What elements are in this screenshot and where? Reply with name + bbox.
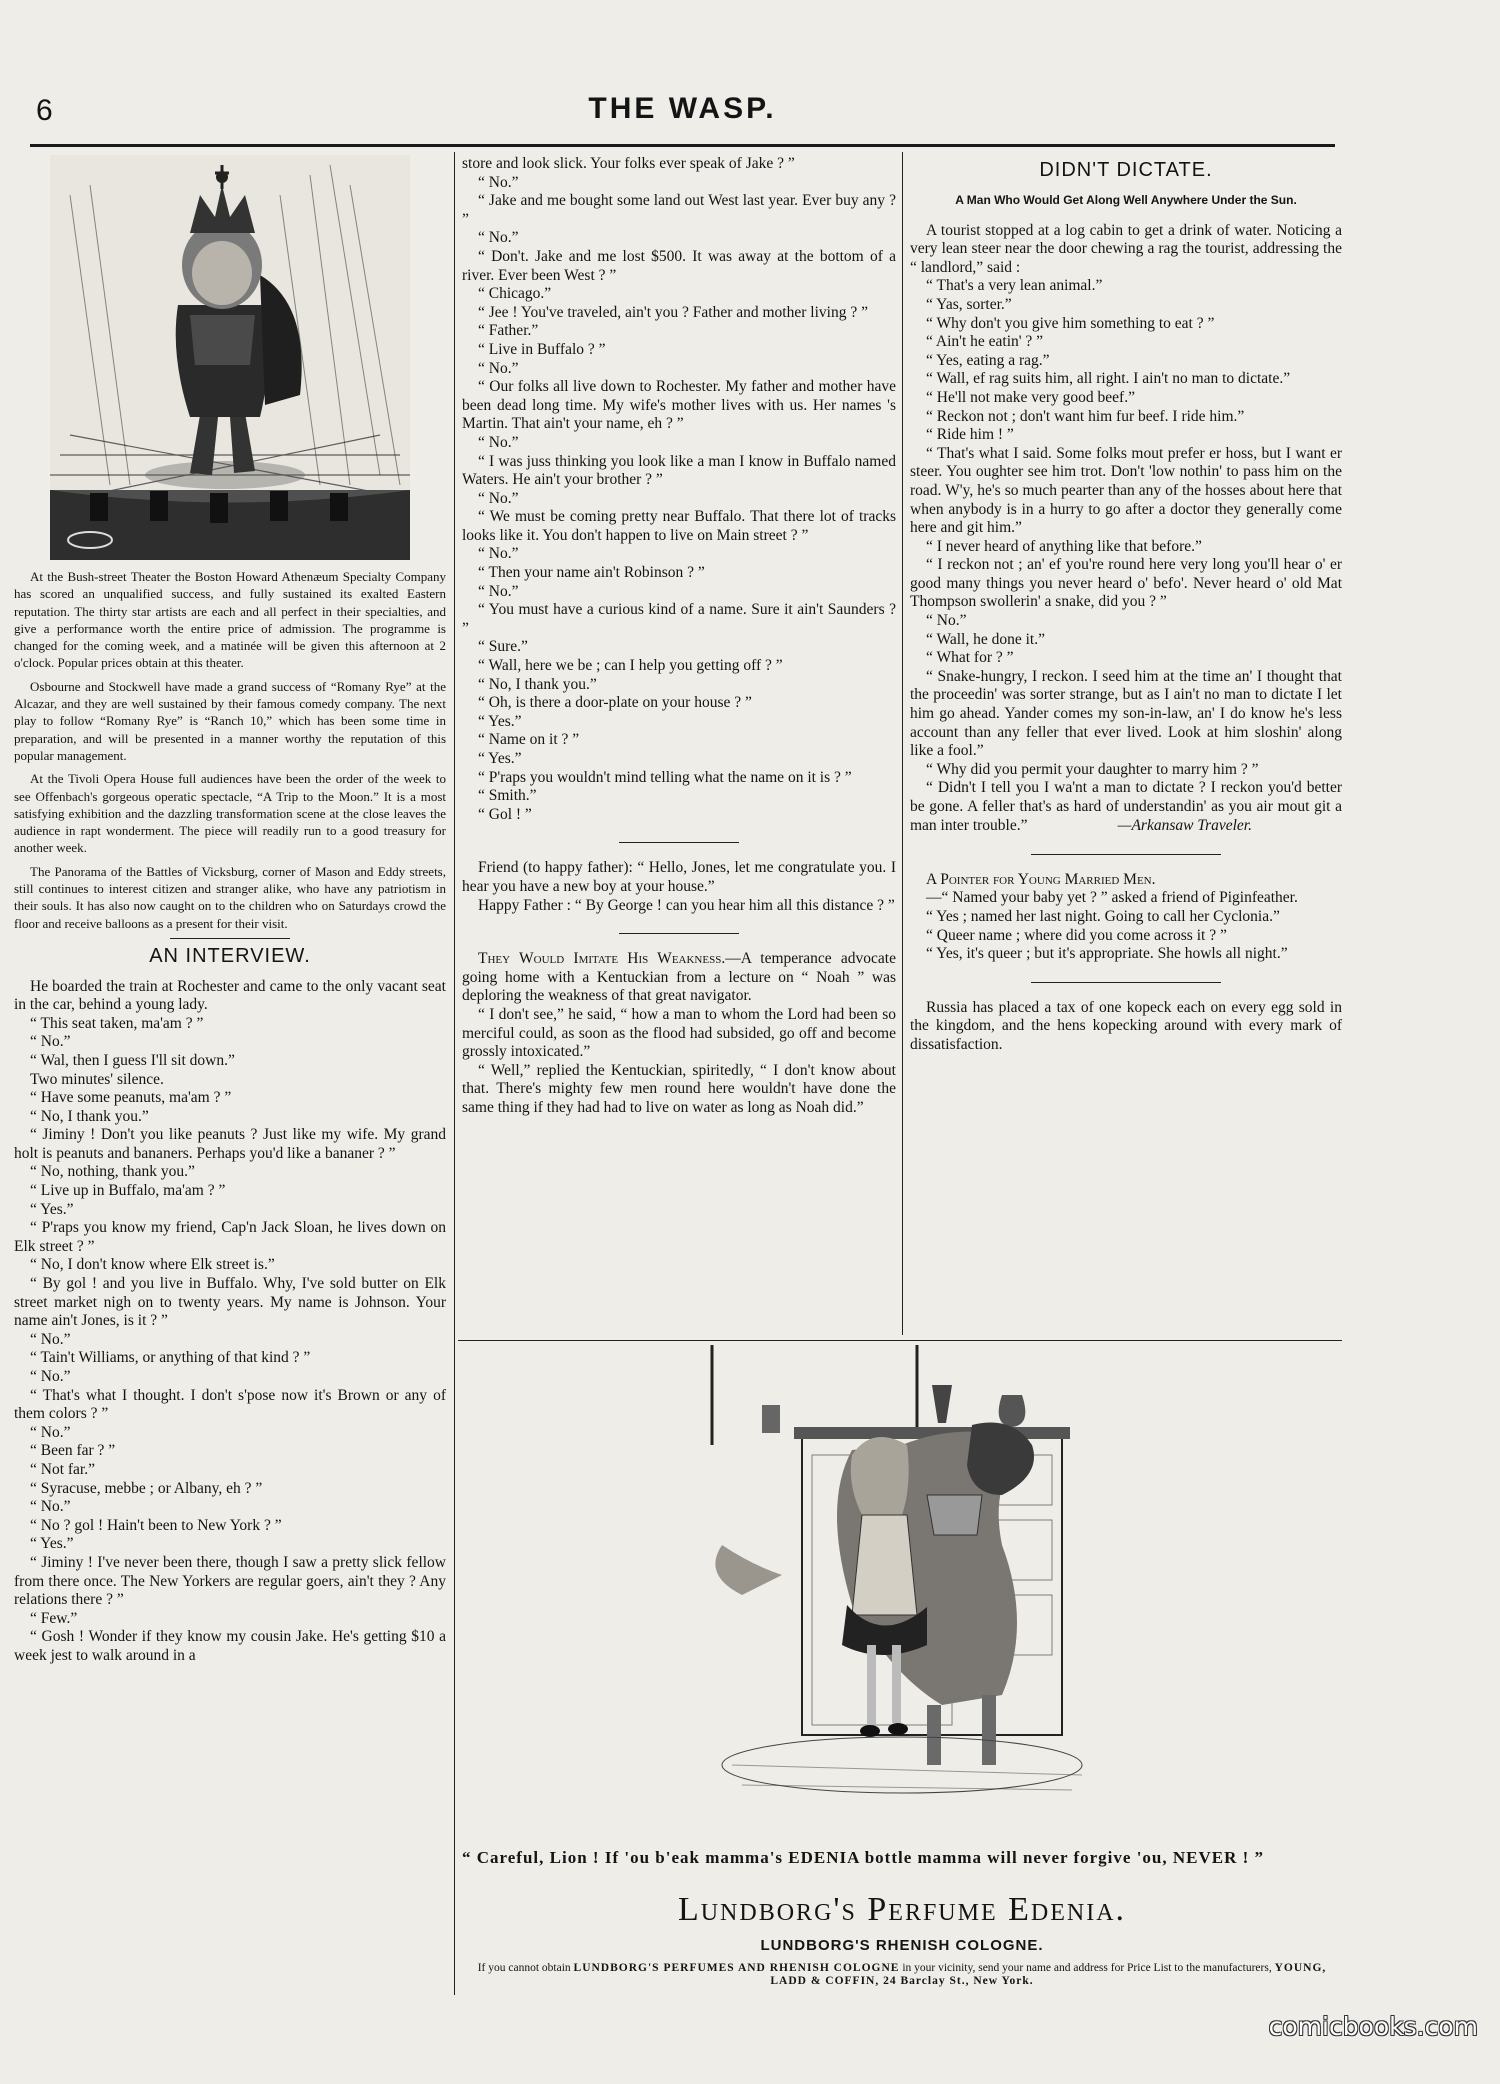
text-line: “ Wall, he done it.” — [926, 630, 1045, 648]
dictate-subhead: A Man Who Would Get Along Well Anywhere Under the Sun. — [955, 192, 1297, 207]
text-line: “ No.” — [478, 359, 519, 377]
text-line: “ No.” — [926, 612, 967, 630]
text-line: “ Reckon not ; don't want him fur beef. I ride him.” — [926, 407, 1245, 425]
text-line: “ No, I thank you.” — [30, 1107, 149, 1125]
interview-heading: AN INTERVIEW. — [149, 944, 311, 967]
interview-continued — [462, 155, 896, 824]
story-source: —Arkansaw Traveler. — [1117, 817, 1252, 835]
text-line: “ No, I thank you.” — [478, 675, 597, 693]
text-line: “ Yes.” — [478, 712, 522, 730]
text-line: —“ Named your baby yet ? ” asked a friend of Piginfeather. — [926, 889, 1298, 907]
text-line: “ Father.” — [478, 322, 539, 340]
watermark-logo: comicbooks.com — [1268, 2012, 1478, 2041]
text-line: “ You must have a curious kind of a name. Sure it ain't Saunders ? ” — [462, 601, 896, 637]
dictate-body — [910, 222, 1342, 836]
ad-fine-brand: LUNDBORG'S PERFUMES AND RHENISH COLOGNE — [573, 1962, 900, 1974]
column-1 — [14, 155, 446, 1666]
text-line: “ Jiminy ! Don't you like peanuts ? Just like my wife. My grand holt is peanuts and bananers. Perhaps you'd like a bananer ? ” — [14, 1126, 446, 1162]
section-rule — [1031, 982, 1221, 983]
russia-paragraph: Russia has placed a tax of one kopeck each on every egg sold in the kingdom, and the hens kopecking around with every mark of dissatisfaction. — [910, 998, 1342, 1053]
text-line: “ Yes.” — [478, 750, 522, 767]
text-line: “ That's what I thought. I don't s'pose now it's Brown or any of them colors ? ” — [14, 1386, 446, 1423]
text-line: “ Yes, it's queer ; but it's appropriate. She howls all night.” — [926, 945, 1288, 963]
pointer-body — [910, 889, 1342, 963]
text-line: “ He'll not make very good beef.” — [926, 388, 1135, 406]
masthead-rule — [30, 144, 1335, 147]
text-line: “ No.” — [30, 1368, 71, 1385]
text-line: “ I reckon not ; an' ef you're round here very long you'll hear o' er good many things you never heard o' befo'. Never heard o' old Mat Thompson swollerin' a snake, did you ? ” — [910, 556, 1342, 611]
note-paragraph: At the Bush-street Theater the Boston Howard Athenæum Specialty Company has scored an unqualified success, and fully sustained its exalted Eastern reputation. The thirty star artists are each and all perfect in their specialties, and give a performance worth the entire price of admission. The programme is changed for the coming week, and a matinée will be given this afternoon at 2 o'clock. Popular prices obtain at this theater. — [14, 569, 446, 671]
text-line: “ I never heard of anything like that before.” — [926, 537, 1202, 555]
perfume-advertisement — [462, 1345, 1342, 1995]
text-line: “ Live in Buffalo ? ” — [478, 340, 606, 358]
text-line: “ Ride him ! ” — [926, 426, 1014, 444]
text-line: “ Why did you permit your daughter to marry him ? ” — [926, 760, 1259, 778]
text-line: “ No, nothing, thank you.” — [30, 1163, 195, 1181]
text-line: “ Tain't Williams, or anything of that kind ? ” — [30, 1349, 311, 1367]
pointer-title: A Pointer for Young Married Men. — [926, 870, 1156, 888]
text-line: “ What for ? ” — [926, 649, 1014, 667]
column-divider — [454, 1335, 455, 1995]
text-line: “ Wall, ef rag suits him, all right. I ain't no man to dictate.” — [926, 370, 1291, 388]
interview-body — [14, 978, 446, 1666]
text-line: “ Yes.” — [30, 1200, 74, 1218]
section-rule — [619, 842, 739, 843]
dictate-heading: DIDN'T DICTATE. — [1039, 159, 1213, 181]
newspaper-title: THE WASP. — [588, 92, 777, 125]
text-line: “ That's what I said. Some folks mout prefer er hoss, but I want er steer. You oughter see him trot. Don't 'low nothin' to pass him on the road. W'y, he's so much pearter than any of the hosses about here that when anybody is in a hurry to go after a doctor they generally come here and git him.” — [910, 444, 1342, 537]
text-line: “ Oh, is there a door-plate on your house ? ” — [478, 694, 752, 712]
text-line: “ Jake and me bought some land out West last year. Ever buy any ? ” — [462, 192, 896, 228]
section-rule — [170, 938, 290, 939]
column-2 — [462, 155, 896, 1118]
text-line: “ Jiminy ! I've never been there, though I saw a pretty slick fellow from there once. The New Yorkers are regular goers, ain't they ? Any relations there ? ” — [14, 1553, 446, 1609]
text-line: “ Sure.” — [478, 638, 528, 656]
text-line: “ By gol ! and you live in Buffalo. Why, I've sold butter on Elk street market nigh on to twenty years. My name is Johnson. Your name ain't Jones, is it ? ” — [14, 1275, 446, 1330]
ad-fine-print — [462, 1962, 1342, 1988]
text-line: “ That's a very lean animal.” — [926, 277, 1103, 295]
text-line: “ P'raps you know my friend, Cap'n Jack Sloan, he lives down on Elk street ? ” — [14, 1219, 446, 1255]
king-engraving — [50, 155, 410, 560]
text-line: “ Yes.” — [30, 1535, 74, 1553]
text-line: “ Have some peanuts, ma'am ? ” — [30, 1089, 232, 1107]
text-line: “ Yes, eating a rag.” — [926, 351, 1050, 369]
text-line: store and look slick. Your folks ever speak of Jake ? ” — [462, 155, 795, 172]
text-line: “ No.” — [478, 489, 519, 507]
text-line: “ Then your name ain't Robinson ? ” — [478, 564, 705, 582]
text-line: “ Ain't he eatin' ? ” — [926, 333, 1044, 351]
text-line: “ Wal, then I guess I'll sit down.” — [30, 1051, 235, 1069]
note-paragraph: The Panorama of the Battles of Vicksburg, corner of Mason and Eddy streets, still continues to interest citizen and stranger alike, who have any patriotism in their souls. It has also now caught on to the children who on Saturdays crowd the floor and receive balloons as a present for their visit. — [14, 863, 446, 931]
ad-fine-part: If you cannot obtain — [477, 1962, 571, 1974]
text-line: “ Queer name ; where did you come across it ? ” — [926, 926, 1227, 944]
friend-paragraph: Happy Father : “ By George ! can you hear him all this distance ? ” — [478, 896, 895, 914]
ad-subtitle: LUNDBORG'S RHENISH COLOGNE. — [760, 1937, 1044, 1954]
text-line: “ No, I don't know where Elk street is.” — [30, 1256, 275, 1274]
text-line: “ No.” — [478, 173, 519, 191]
king-illustration — [50, 155, 410, 560]
text-line: “ Smith.” — [478, 787, 537, 805]
text-line: “ No ? gol ! Hain't been to New York ? ” — [30, 1516, 282, 1534]
girl-dog-engraving — [702, 1345, 1102, 1840]
text-line: “ No.” — [478, 582, 519, 600]
text-line: “ Chicago.” — [478, 285, 552, 303]
column-divider — [454, 152, 455, 1335]
column-3 — [910, 155, 1342, 1055]
text-line: “ Yes ; named her last night. Going to call her Cyclonia.” — [926, 907, 1280, 925]
note-paragraph: Osbourne and Stockwell have made a grand success of “Romany Rye” at the Alcazar, and they are well sustained by their famous comedy company. The next play to follow “Romany Rye” is “Ranch 10,” which has been some time in preparation, and will be presented in a manner worthy the reputation of this popular management. — [14, 678, 446, 763]
column-divider — [902, 152, 903, 1335]
text-line: “ No.” — [30, 1330, 71, 1348]
text-line: “ Don't. Jake and me lost $500. It was away at the bottom of a river. Ever been West ? ” — [462, 247, 896, 284]
text-line: “ Not far.” — [30, 1460, 95, 1478]
text-line: “ No.” — [30, 1498, 71, 1516]
text-line: “ Syracuse, mebbe ; or Albany, eh ? ” — [30, 1479, 263, 1497]
text-line: “ Didn't I tell you I wa'nt a man to dictate ? I reckon you'd better be gone. A feller that's as hard of understandin' as you air mout git a man inter trouble.” — [910, 779, 1342, 834]
section-rule — [1031, 854, 1221, 855]
text-line: “ Wall, here we be ; can I help you getting off ? ” — [478, 657, 783, 675]
text-line: “ I was juss thinking you look like a man I know in Buffalo named Waters. He ain't your brother ? ” — [462, 452, 896, 489]
text-line: A tourist stopped at a log cabin to get a drink of water. Noticing a very lean steer near the door chewing a rag the tourist, addressing the “ landlord,” said : — [910, 221, 1342, 276]
girl-and-dog-illustration — [702, 1345, 1102, 1840]
page-number: 6 — [36, 94, 53, 127]
imitate-text: —A temperance advocate going home with a Kentuckian from a lecture on “ Noah ” was deploring the weakness of that great navigator. — [462, 950, 896, 1005]
text-line: “ No.” — [478, 433, 519, 451]
text-line: “ This seat taken, ma'am ? ” — [30, 1014, 204, 1032]
imitate-paragraph: “ Well,” replied the Kentuckian, spiritedly, “ I don't know about that. There's mighty few men round here wouldn't have done the same thing if they had had to live on water as long as Noah did.” — [462, 1061, 896, 1116]
text-line: “ Live up in Buffalo, ma'am ? ” — [30, 1182, 226, 1200]
text-line: Two minutes' silence. — [30, 1070, 164, 1088]
text-line: “ P'raps you wouldn't mind telling what the name on it is ? ” — [478, 768, 852, 786]
text-line: “ Yas, sorter.” — [926, 295, 1012, 313]
pointer-title-line — [910, 871, 1342, 890]
text-line: “ Few.” — [30, 1609, 78, 1627]
text-line: “ No.” — [30, 1423, 71, 1441]
imitate-paragraph: “ I don't see,” he said, “ how a man to whom the Lord had been so merciful could, as soon as the flood had subsided, go off and become grossly intoxicated.” — [462, 1005, 896, 1061]
text-line: “ Been far ? ” — [30, 1442, 116, 1460]
text-line: “ Gosh ! Wonder if they know my cousin Jake. He's getting $10 a week jest to walk around in a — [14, 1628, 446, 1664]
ad-top-rule — [458, 1340, 1342, 1341]
ad-fine-part: in your vicinity, send your name and address for Price List to the manufacturers, — [902, 1962, 1272, 1974]
text-line: “ No.” — [30, 1033, 71, 1051]
text-line: “ No.” — [478, 229, 519, 247]
text-line: “ Why don't you give him something to eat ? ” — [926, 314, 1215, 332]
text-line: “ Gol ! ” — [478, 805, 532, 823]
friend-paragraph: Friend (to happy father): “ Hello, Jones, let me congratulate you. I hear you have a new boy at your house.” — [462, 859, 896, 895]
text-line: “ Name on it ? ” — [478, 731, 580, 749]
ad-fine-maker: YOUNG, LADD & COFFIN, 24 Barclay St., New York. — [770, 1962, 1327, 1987]
text-line: “ Our folks all live down to Rochester. My father and mother have been dead long time. My wife's mother lives with us. Her names 's Martin. That ain't your name, eh ? ” — [462, 378, 896, 433]
text-line: “ No.” — [478, 545, 519, 563]
note-paragraph: At the Tivoli Opera House full audiences have been the order of the week to see Offenbach's gorgeous operatic spectacle, “A Trip to the Moon.” It is a most satisfying exhibition and the dazzling transformation scene at the close leaves the audience in rapt wonderment. The piece will readily run to a good treasury for another week. — [14, 771, 446, 856]
ad-title: Lundborg's Perfume Edenia. — [677, 1891, 1127, 1928]
text-line: “ Snake-hungry, I reckon. I seed him at the time an' I thought that the proceedin' was sorter strange, but as I ain't no man to dictate I let him go ahead. Yander comes my son-in-law, an' I do know he's less account than any feller that ever lived. Look at him sloshin' along like a fool.” — [910, 667, 1342, 760]
theater-notes — [14, 568, 446, 932]
section-rule — [619, 933, 739, 934]
text-line: “ We must be coming pretty near Buffalo. That there lot of tracks looks like it. You don't happen to live on Main street ? ” — [462, 508, 896, 544]
text-line: “ Jee ! You've traveled, ain't you ? Father and mother living ? ” — [478, 303, 868, 321]
ad-caption: “ Careful, Lion ! If 'ou b'eak mamma's EDENIA bottle mamma will never forgive 'ou, NEVER ! ” — [462, 1848, 1265, 1867]
imitate-title: They Would Imitate His Weakness. — [478, 950, 726, 968]
imitate-paragraph — [462, 950, 896, 1006]
masthead — [30, 88, 1335, 140]
text-line: He boarded the train at Rochester and came to the only vacant seat in the car, behind a young lady. — [14, 977, 446, 1014]
